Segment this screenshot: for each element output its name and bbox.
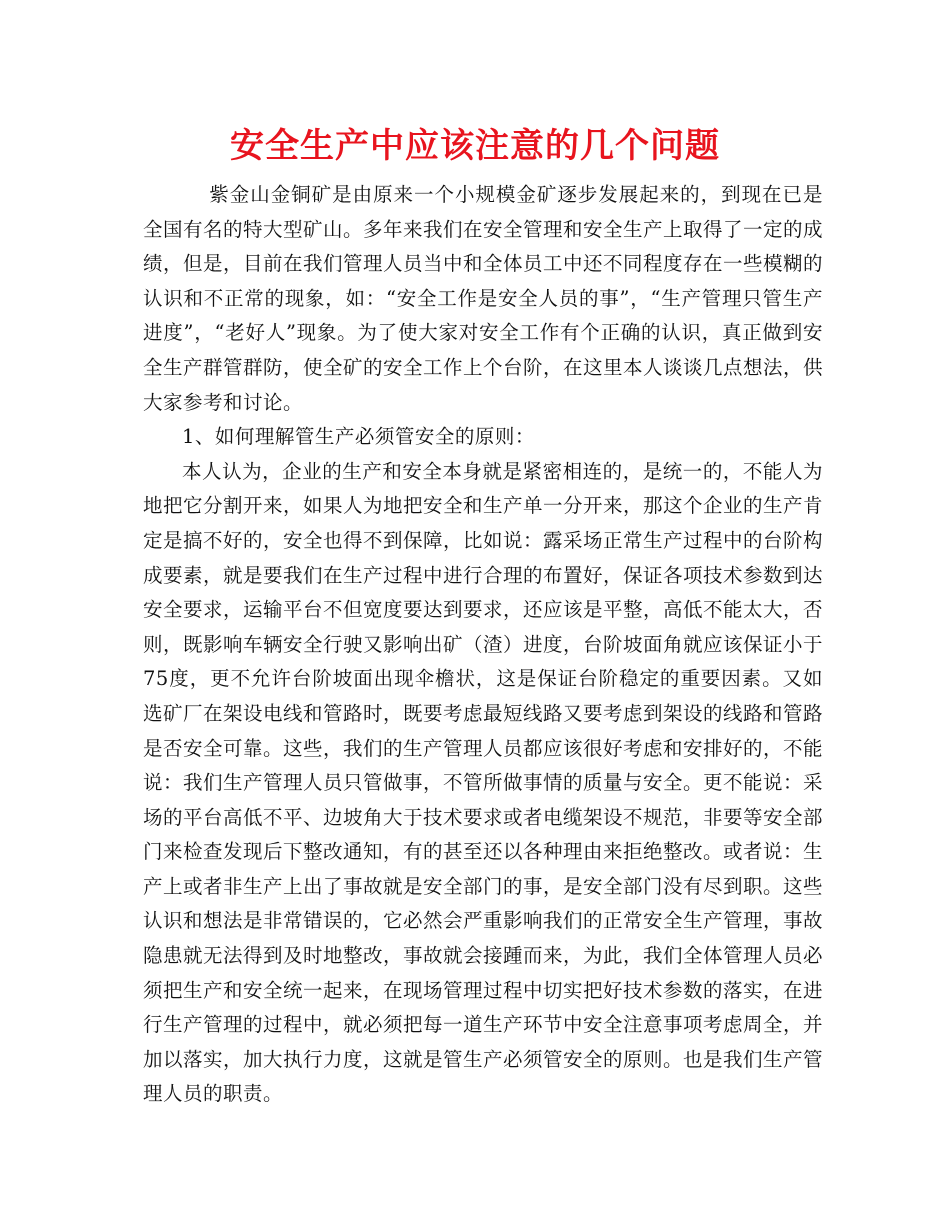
paragraph-section-1: 本人认为，企业的生产和安全本身就是紧密相连的，是统一的，不能人为地把它分割开来，如果人为地把安全和生产单一分开来，那这个企业的生产肯定是搞不好的，安全也得不到保障，比如说：露采场正常生产过程中的台阶构成要素，就是要我们在生产过程中进行合理的布置好，保证各项技术参数到达安全要求，运输平台不但宽度要达到要求，还应该是平整，高低不能太大，否则，既影响车辆安全行驶又影响出矿（渣）进度，台阶坡面角就应该保证小于75度，更不允许台阶坡面出现伞檐状，这是保证台阶稳定的重要因素。又如选矿厂在架设电线和管路时，既要考虑最短线路又要考虑到架设的线路和管路是否安全可靠。这些，我们的生产管理人员都应该很好考虑和安排好的，不能说：我们生产管理人员只管做事，不管所做事情的质量与安全。更不能说：采场的平台高低不平、边坡角大于技术要求或者电缆架设不规范，非要等安全部门来检查发现后下整改通知，有的甚至还以各种理由来拒绝整改。或者说：生产上或者非生产上出了事故就是安全部门的事，是安全部门没有尽到职。这些认识和想法是非常错误的，它必然会严重影响我们的正常安全生产管理，事故隐患就无法得到及时地整改，事故就会接踵而来，为此，我们全体管理人员必须把生产和安全统一起来，在现场管理过程中切实把好技术参数的落实，在进行生产管理的过程中，就必须把每一道生产环节中安全注意事项考虑周全，并加以落实，加大执行力度，这就是管生产必须管安全的原则。也是我们生产管理人员的职责。 [143,459,824,1106]
document-title: 安全生产中应该注意的几个问题 [230,126,720,166]
section-heading-1: 1、如何理解管生产必须管安全的原则： [182,425,535,449]
paragraph-intro: 紫金山金铜矿是由原来一个小规模金矿逐步发展起来的，到现在已是全国有名的特大型矿山。多年来我们在安全管理和安全生产上取得了一定的成绩，但是，目前在我们管理人员当中和全体员工中还不同程度存在一些模糊的认识和不正常的现象，如：“安全工作是安全人员的事”，“生产管理只管生产进度”，“老好人”现象。为了使大家对安全工作有个正确的认识，真正做到安全生产群管群防，使全矿的安全工作上个台阶，在这里本人谈谈几点想法，供大家参考和讨论。 [143,183,824,414]
document-body [143,178,823,1112]
